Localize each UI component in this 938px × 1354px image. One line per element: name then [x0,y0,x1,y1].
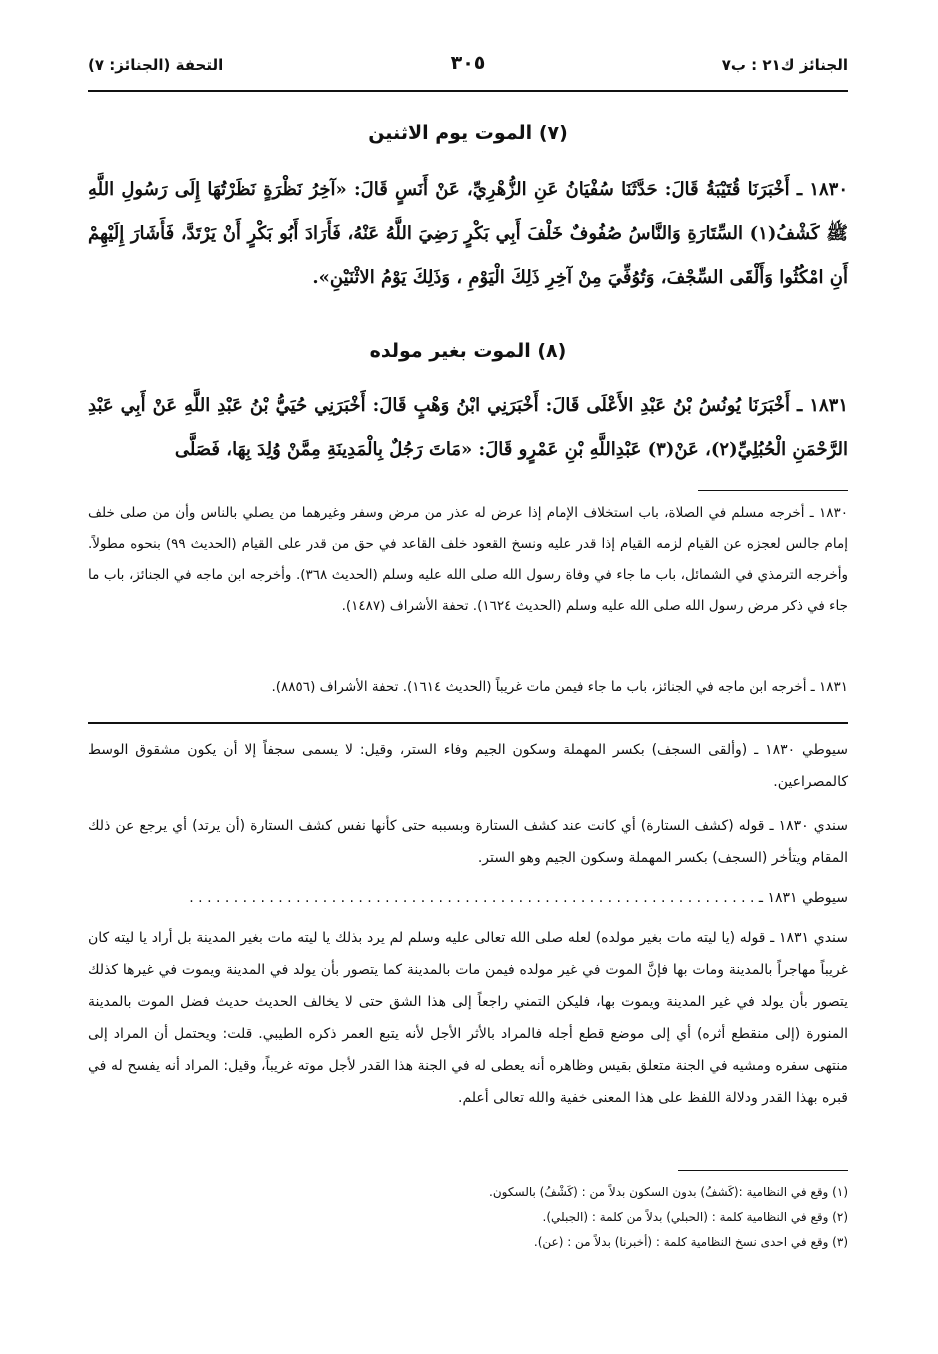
suyuti-1831: سيوطي ١٨٣١ ـ . . . . . . . . . . . . . . . . . . . . . . . . . . . . . . . . . . . . . . . . . . . . . . . . . . . . . . . . . . . . . . . . [189,890,848,906]
header-chapter-ref: الجنائز ك٢١ : ب٧ [721,56,848,74]
hadith-1830: ١٨٣٠ ـ أَخْبَرَنَا قُتَيْبَةُ قَالَ: حَدَّثَنَا سُفْيَانُ عَنِ الزُّهْرِيِّ، عَنْ أَنَسٍ قَالَ: «آخِرُ نَظْرَةٍ نَظَرْتُهَا إِلَى رَسُولِ اللَّهِ ﷺ كَشْفُ(١) السِّتَارَةِ وَالنَّاسُ صُفُوفٌ خَلْفَ أَبِي بَكْرٍ رَضِيَ اللَّهُ عَنْهُ، فَأَرَادَ أَبُو بَكْرٍ أَنْ يَرْتَدَّ، فَأَشَارَ إِلَيْهِمْ أَنِ امْكُثُوا وَأَلْقَى السِّجْفَ، وَتُوُفِّيَ مِنْ آخِرِ ذَلِكَ الْيَوْمِ ، وَذَلِكَ يَوْمُ الاثْنَيْنِ». [88,179,848,288]
takhrij-1830: ١٨٣٠ ـ أخرجه مسلم في الصلاة، باب استخلاف الإمام إذا عرض له عذر من مرض وسفر وغيرهما من يصلي بالناس وأن من صلى خلف إمام جالس لعجزه عن القيام لزمه القيام إذا قدر عليه ونسخ القعود خلف القاعد في حق من قدر على القيام (الحديث ٩٩) بنحوه مطولاً. وأخرجه الترمذي في الشمائل، باب ما جاء في وفاة رسول الله صلى الله عليه وسلم (الحديث ٣٦٨). وأخرجه ابن ماجه في الجنائز، باب ما جاء في ذكر مرض رسول الله صلى الله عليه وسلم (الحديث ١٦٢٤). تحفة الأشراف (١٤٨٧). [88,505,848,614]
section-8-title: (٨) الموت بغير مولده [369,340,567,362]
commentary-rule [88,722,848,724]
takhrij-separator [698,490,848,491]
footnote-2: (٢) وقع في النظامية كلمة : (الحبلي) بدلاً من كلمة : (الجبلي). [542,1210,848,1224]
footnote-separator [678,1170,848,1171]
sindi-1831: سندي ١٨٣١ ـ قوله (يا ليته مات بغير مولده) لعله صلى الله تعالى عليه وسلم لم يرد بذلك يا ليته مات بغير المدينة بل أراد يا ليته كان غريباً مهاجراً بالمدينة ومات بها فإنَّ الموت في غير مولده فيمن مات بالمدينة كما يتصور بأن يولد في المدينة ويموت في غيرها كذلك يتصور بأن يولد في غير المدينة ويموت بها، فليكن التمني راجعاً إلى هذا الشق حتى لا يخالف الحديث حديث فضل الموت بالمدينة المنورة (إلى منقطع أثره) أي إلى موضع قطع أجله فالمراد بالأثر الأجل لأنه يتبع العمر ذكره الطيبي. قلت: ويحتمل أن المراد إلى منتهى سفره ومشيه في الجنة متعلق بقيس وظاهره أنه يعطى له في الجنة هذا القدر لأجل موته غريباً، وقيل: المراد أنه يفسح له في قبره بهذا القدر ودلالة اللفظ على هذا المعنى خفية والله تعالى أعلم. [88,930,848,1106]
takhrij-1831: ١٨٣١ ـ أخرجه ابن ماجه في الجنائز، باب ما جاء فيمن مات غريباً (الحديث ١٦١٤). تحفة الأشراف (٨٨٥٦). [271,679,848,695]
page-number: ٣٠٥ [450,52,486,74]
header-rule [88,90,848,92]
header-tuhfa-ref: التحفة (الجنائز: ٧) [88,56,224,74]
page [88,0,848,1354]
sindi-1830: سندي ١٨٣٠ ـ قوله (كشف الستارة) أي كانت عند كشف الستارة وبسببه حتى كأنها نفس كشف الستارة (أن يرتد) أي يرجع عن ذلك المقام ويتأخر (السجف) بكسر المهملة وسكون الجيم وهو الستر. [88,818,848,866]
section-7-title: (٧) الموت يوم الاثنين [368,122,568,144]
footnote-1: (١) وقع في النظامية :(كَشفُ) بدون السكون بدلاً من : (كَشْفُ) بالسكون. [489,1185,848,1199]
running-header [88,52,848,82]
hadith-1831: ١٨٣١ ـ أَخْبَرَنَا يُونُسُ بْنُ عَبْدِ الأَعْلَى قَالَ: أَخْبَرَنِي ابْنُ وَهْبٍ قَالَ: أَخْبَرَنِي حُيَيُّ بْنُ عَبْدِ اللَّهِ عَنْ أَبِي عَبْدِ الرَّحْمَنِ الْحُبُلِيِّ(٢)، عَنْ(٣) عَبْدِاللَّهِ بْنِ عَمْرٍو قَالَ: «مَاتَ رَجُلٌ بِالْمَدِينَةِ مِمَّنْ وُلِدَ بِهَا، فَصَلَّى [88,395,848,460]
footnote-3: (٣) وقع في احدى نسخ النظامية كلمة : (أخبرنا) بدلاً من : (عن). [533,1235,848,1249]
suyuti-1830: سيوطي ١٨٣٠ ـ (وألقى السجف) بكسر المهملة وسكون الجيم وفاء الستر، وقيل: لا يسمى سجفاً إلا أن يكون مشقوق الوسط كالمصراعين. [88,742,849,790]
